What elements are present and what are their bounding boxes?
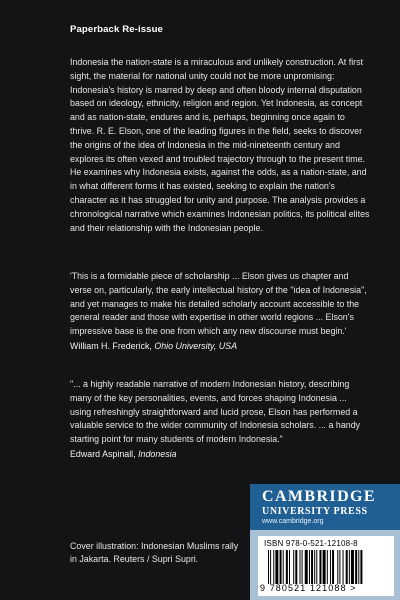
barcode-bar [293, 550, 294, 584]
barcode-bar [346, 550, 348, 584]
barcode-bar [327, 550, 328, 584]
review-attribution [70, 448, 370, 462]
barcode-block [258, 536, 394, 596]
barcode-bar [305, 550, 308, 584]
barcode-bar [319, 550, 321, 584]
barcode-bar [343, 550, 344, 584]
publisher-url: www.cambridge.org [262, 518, 324, 525]
barcode-bar [314, 550, 315, 584]
barcode-icon [268, 550, 386, 584]
barcode-bar [330, 550, 331, 584]
barcode-bar [311, 550, 313, 584]
review-author: Edward Aspinall, [70, 448, 139, 459]
barcode-bar [360, 550, 362, 584]
barcode-bar [349, 550, 350, 584]
barcode-bar [286, 550, 288, 584]
publisher-panel [250, 484, 400, 600]
review-attribution [70, 340, 370, 354]
review-author: William H. Frederick, [70, 340, 155, 351]
barcode-bar [339, 550, 340, 584]
barcode-bar [268, 550, 269, 584]
isbn-number: ISBN 978-0-521-12108-8 [264, 539, 358, 548]
publisher-press: UNIVERSITY PRESS [262, 506, 368, 517]
barcode-bar [332, 550, 334, 584]
review-quote-1 [70, 270, 370, 354]
cover-illustration-credit: Cover illustration: Indonesian Muslims rally in Jakarta. Reuters / Supri Supri. [70, 541, 239, 565]
review-text: "... a highly readable narrative of modern Indonesian history, describing many of the key personalities, events, and forces shaping Indonesia ... using refreshingly straightforward and lucid prose, Elson has performed a valuable service to the wider community of Indonesia scholars. ... a handy starting point for many students of modern Indonesia." [70, 379, 361, 445]
barcode-bar [302, 550, 303, 584]
publisher-logo-block [250, 484, 400, 530]
barcode-bar [275, 550, 278, 584]
barcode-bar [270, 550, 271, 584]
barcode-bar [280, 550, 282, 584]
reissue-label: Paperback Re-issue [70, 24, 163, 35]
barcode-digits: 9 780521 121088 > [260, 583, 357, 593]
review-source: Indonesia [138, 448, 177, 459]
book-description: Indonesia the nation-state is a miraculous and unlikely construction. At first sight, the material for national unity could not be more unpromising: Indonesia's history is marred by deep and often bloody internal disputation based on ideology, ethnicity, religion and region. Yet Indonesia, as concept and as nation-state, endures and is, perhaps, beginning once again to thrive. R. E. Elson, one of the leading figures in the field, seeks to discover the origins of the idea of Indonesia in the mid-nineteenth century and explores its often vexed and troubled trajectory through to the present time. He examines why Indonesia exists, against the odds, as a nation-state, and in what different forms it has existed, seeking to explain the nation's character as it has struggled for unity and purpose. The analysis provides a chronological narrative which examines Indonesian politics, its political elites and their relationship with the Indonesian people. [70, 57, 370, 233]
barcode-bar [289, 550, 290, 584]
review-quote-2 [70, 378, 370, 462]
review-text: 'This is a formidable piece of scholarship ... Elson gives us chapter and verse on, particularly, the early intellectual history of the "idea of Indonesia", and yet manages to make his detailed scholarly account accessible to the general reader and those with expertise in other world regions ... Elson's impressive base is the one from which any new discourse must begin.' [70, 271, 367, 337]
barcode-bar [273, 550, 274, 584]
publisher-name: CAMBRIDGE [262, 488, 376, 505]
barcode-bar [316, 550, 317, 584]
barcode-bar [351, 550, 354, 584]
barcode-bar [355, 550, 357, 584]
barcode-bar [283, 550, 284, 584]
review-source: Ohio University, USA [154, 340, 238, 351]
barcode-bar [337, 550, 338, 584]
barcode-bar [300, 550, 301, 584]
barcode-bar [358, 550, 359, 584]
barcode-bar [295, 550, 297, 584]
barcode-bar [309, 550, 310, 584]
barcode-bar [323, 550, 326, 584]
